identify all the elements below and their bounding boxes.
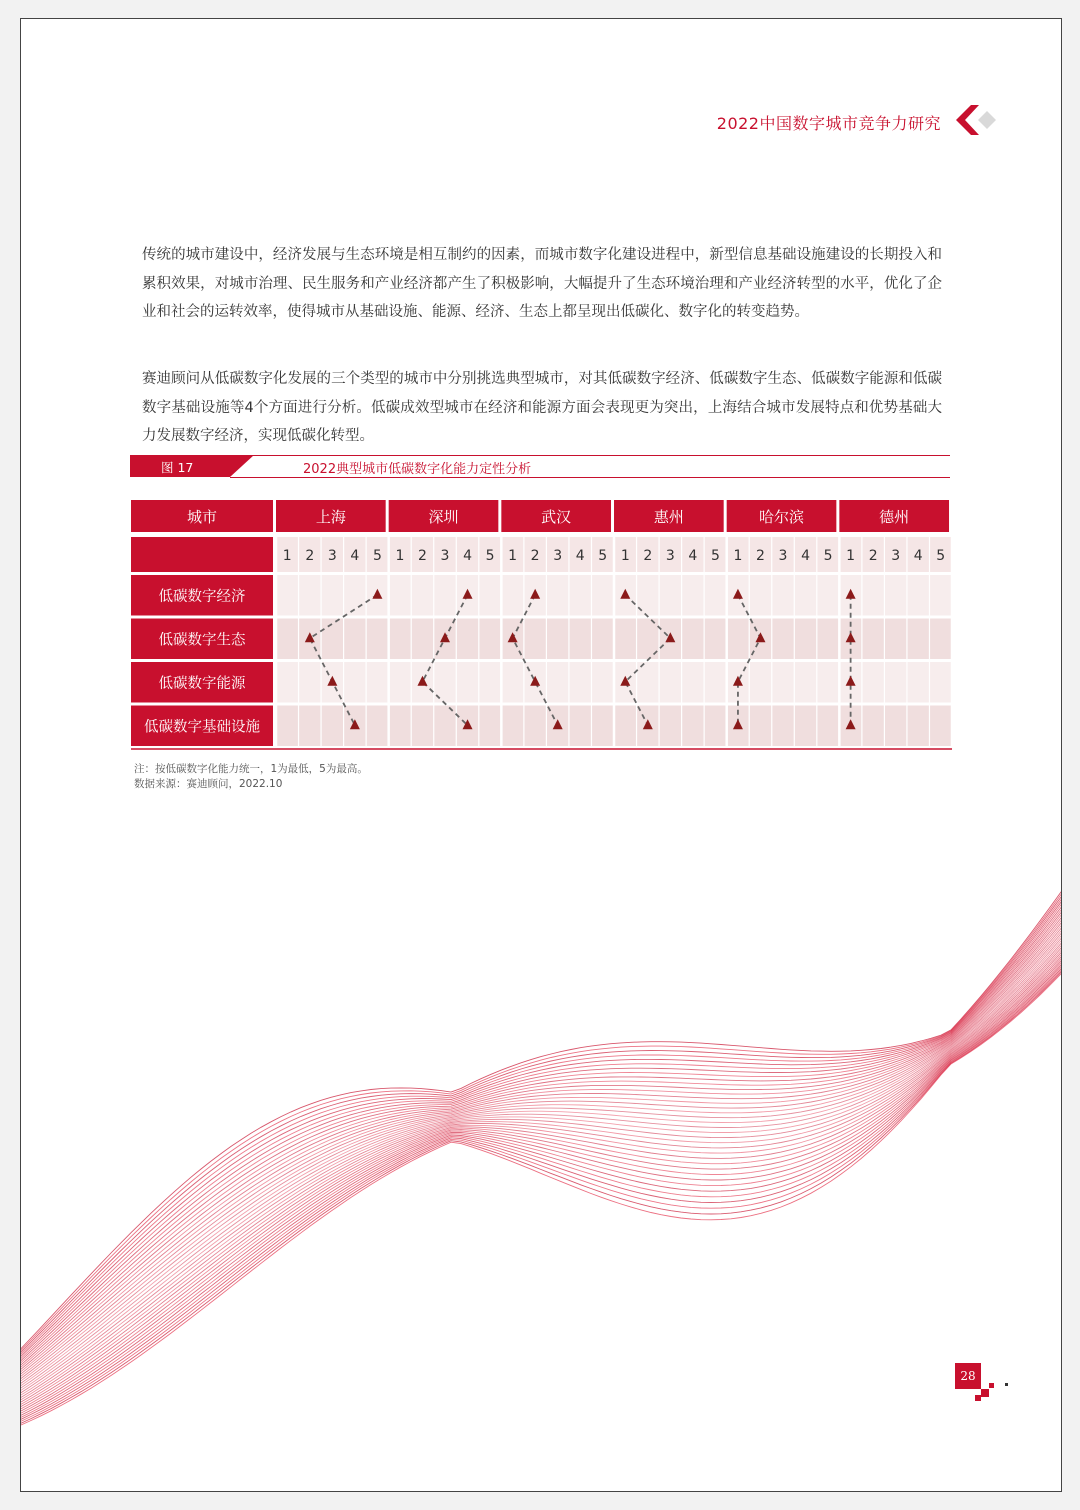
scale-tick-label: 2 xyxy=(305,548,315,564)
matrix-row-bg xyxy=(501,575,614,616)
scale-tick-label: 4 xyxy=(463,548,472,564)
scale-tick-label: 3 xyxy=(665,548,675,564)
capability-matrix-chart xyxy=(21,19,1061,1491)
scale-tick-label: 1 xyxy=(733,548,743,564)
scale-tick-label: 1 xyxy=(620,548,630,564)
matrix-row-bg xyxy=(839,619,952,660)
matrix-row-bg xyxy=(614,706,727,747)
body-paragraph-1: 传统的城市建设中，经济发展与生态环境是相互制约的因素，而城市数字化建设进程中，新型信息基础设施建设的长期投入和累积效果，对城市治理、民生服务和产业经济都产生了积极影响，大幅提升了生态环境治理和产业经济转型的水平，优化了企业和社会的运转效率，使得城市从基础设施、能源、经济、生态上都呈现出低碳化、数字化的转变趋势。 xyxy=(142,247,942,320)
city-label: 武汉 xyxy=(541,508,572,526)
scale-tick-label: 4 xyxy=(913,548,923,564)
scale-tick-label: 4 xyxy=(575,548,585,564)
matrix-row-bg xyxy=(389,575,502,616)
dimension-label: 低碳数字生态 xyxy=(158,632,246,649)
scale-tick-label: 5 xyxy=(372,548,382,564)
matrix-row-bg xyxy=(614,662,727,703)
scale-tick-label: 3 xyxy=(891,548,901,564)
city-label: 德州 xyxy=(879,508,910,526)
city-label: 深圳 xyxy=(428,508,459,526)
scale-tick-label: 3 xyxy=(440,548,450,564)
scale-tick-label: 2 xyxy=(530,548,540,564)
scale-tick-label: 5 xyxy=(598,548,608,564)
dimension-label: 低碳数字经济 xyxy=(158,588,246,605)
scale-tick-label: 2 xyxy=(418,548,427,564)
corner-header-label: 城市 xyxy=(186,508,218,526)
matrix-row-bg xyxy=(839,575,952,616)
chart-note: 注：按低碳数字化能力统一，1为最低，5为最高。 xyxy=(134,763,368,775)
dimension-label: 低碳数字基础设施 xyxy=(144,719,260,736)
figure-title: 2022典型城市低碳数字化能力定性分析 xyxy=(303,462,532,477)
figure-number: 图 17 xyxy=(161,460,194,475)
scale-tick-label: 3 xyxy=(778,548,788,564)
scale-tick-label: 1 xyxy=(395,548,405,564)
scale-tick-label: 5 xyxy=(710,548,720,564)
page-number: 28 xyxy=(960,1369,976,1383)
matrix-row-bg xyxy=(727,706,840,747)
scale-header-blank xyxy=(131,537,273,572)
matrix-row-bg xyxy=(276,575,389,616)
chart-source: 数据来源：赛迪顾问，2022.10 xyxy=(134,778,283,790)
matrix-row-bg xyxy=(501,662,614,703)
matrix-row-bg xyxy=(727,662,840,703)
scale-tick-label: 4 xyxy=(801,548,811,564)
scale-tick-label: 4 xyxy=(350,548,360,564)
report-page xyxy=(20,18,1062,1492)
scale-tick-label: 5 xyxy=(823,548,833,564)
matrix-row-bg xyxy=(389,662,502,703)
scale-tick-label: 2 xyxy=(756,548,765,564)
scale-tick-label: 1 xyxy=(508,548,518,564)
dimension-label: 低碳数字能源 xyxy=(158,675,246,692)
body-paragraph-2: 赛迪顾问从低碳数字化发展的三个类型的城市中分别挑选典型城市，对其低碳数字经济、低碳数字生态、低碳数字能源和低碳数字基础设施等4个方面进行分析。低碳成效型城市在经济和能源方面会表现更为突出，上海结合城市发展特点和优势基础大力发展数字经济，实现低碳化转型。 xyxy=(142,371,942,444)
city-label: 惠州 xyxy=(653,508,684,526)
scale-tick-label: 3 xyxy=(327,548,337,564)
matrix-row-bg xyxy=(501,619,614,660)
matrix-row-bg xyxy=(389,706,502,747)
matrix-row-bg xyxy=(727,575,840,616)
scale-tick-label: 1 xyxy=(282,548,292,564)
report-header-title: 2022中国数字城市竞争力研究 xyxy=(716,114,941,133)
scale-tick-label: 1 xyxy=(846,548,856,564)
scale-tick-label: 5 xyxy=(936,548,946,564)
scale-tick-label: 3 xyxy=(553,548,563,564)
matrix-row-bg xyxy=(727,619,840,660)
scale-tick-label: 5 xyxy=(485,548,495,564)
scale-tick-label: 2 xyxy=(868,548,878,564)
city-label: 上海 xyxy=(315,508,346,526)
matrix-row-bg xyxy=(614,575,727,616)
city-label: 哈尔滨 xyxy=(759,508,805,526)
matrix-row-bg xyxy=(276,706,389,747)
matrix-row-bg xyxy=(839,662,952,703)
scale-tick-label: 4 xyxy=(688,548,698,564)
scale-tick-label: 2 xyxy=(643,548,653,564)
matrix-row-bg xyxy=(839,706,952,747)
